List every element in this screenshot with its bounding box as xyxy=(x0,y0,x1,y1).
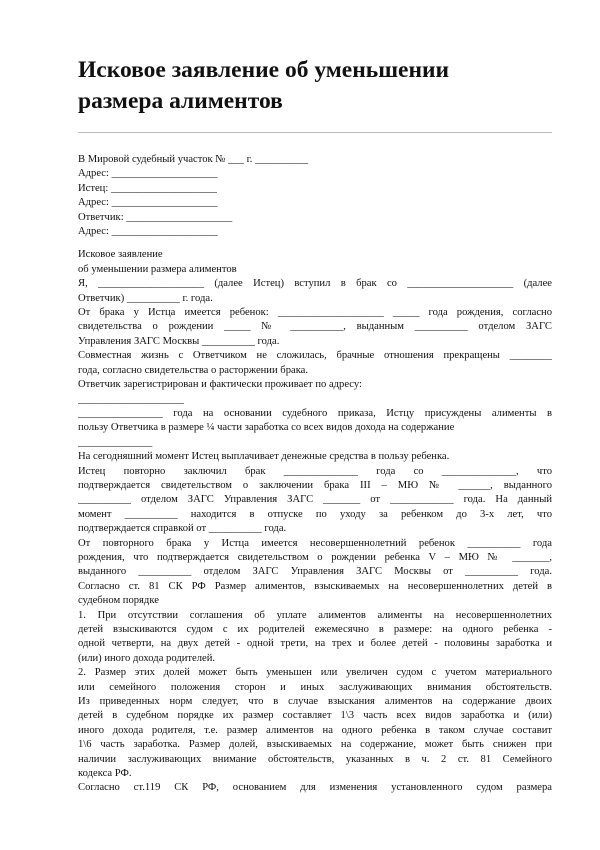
header-line-defendant: Ответчик: ____________________ xyxy=(78,211,233,223)
body-line: детей взыскиваются судом с их родителей ежемесячно в размере: на одного ребенка - xyxy=(78,624,552,635)
body-line: 1. При отсутствии соглашения об уплате алиментов алименты на несовершеннолетних xyxy=(78,609,552,621)
body-line: Согласно ст. 81 СК РФ Размер алиментов, взыскиваемых на несовершеннолетних детей в xyxy=(78,580,552,592)
body-line: подтверждается справкой от __________ года. xyxy=(78,523,287,535)
spacer xyxy=(78,239,552,248)
header-line-address: Адрес: ____________________ xyxy=(78,197,218,209)
body-line: Совместная жизнь с Ответчиком не сложилась, брачные отношения прекращены ________ xyxy=(78,350,552,362)
body-line: ______________ xyxy=(78,436,153,448)
body-line: (или) иного дохода родителей. xyxy=(78,652,216,664)
body-line: рождения, что подтверждается свидетельством о рождении ребенка V – МЮ № _______, xyxy=(78,551,552,563)
body-line: ________________ года на основании судебного приказа, Истцу присуждены алименты в xyxy=(78,407,552,419)
title-line: размера алиментов xyxy=(78,88,283,114)
body-line: кодекса РФ. xyxy=(78,768,132,780)
document-title xyxy=(78,55,558,117)
body-line: подтверждается свидетельством о заключении брака III – МЮ № ______, выданного xyxy=(78,479,552,491)
title-line: Исковое заявление об уменьшении xyxy=(78,57,450,83)
body-line: момент __________ находится в отпуске по уходу за ребенком до 3-х лет, что xyxy=(78,508,552,520)
body-line: выданного __________ отделом ЗАГС Управления ЗАГС Москвы от __________ года. xyxy=(78,566,552,578)
body-heading: об уменьшении размера алиментов xyxy=(78,263,237,275)
title-divider xyxy=(78,132,552,133)
body-line: Управления ЗАГС Москвы __________ года. xyxy=(78,335,280,347)
body-line: 1\6 часть заработка. Размер долей, взыскиваемых на содержание, может быть снижен при xyxy=(78,739,552,751)
header-line-court: В Мировой судебный участок № ___ г. __________ xyxy=(78,154,309,165)
body-line: На сегодняшний момент Истец выплачивает денежные средства в пользу ребенка. xyxy=(78,451,450,463)
body-line: 2. Размер этих долей может быть уменьшен или увеличен судом с учетом материального xyxy=(78,667,552,679)
body-line: одной четверти, на двух детей - одной трети, на трех и более детей - половины заработка и xyxy=(78,638,552,650)
body-line: Из приведенных норм следует, что в случае взыскания алиментов на содержание двоих xyxy=(78,696,552,708)
body-line: года, согласно свидетельства о расторжении брака. xyxy=(78,364,309,376)
body-line: или семейного положения сторон и иных заслуживающих внимания обстоятельств. xyxy=(78,681,552,693)
body-line: судебном порядке xyxy=(78,595,159,607)
header-line-address: Адрес: ____________________ xyxy=(78,168,218,180)
header-line-address: Адрес: ____________________ xyxy=(78,226,218,238)
body-line: Истец повторно заключил брак ______________ года со ______________, что xyxy=(78,465,552,477)
body-line: Ответчик зарегистрирован и фактически проживает по адресу: xyxy=(78,379,362,391)
body-line: детей в судебном порядке их размер составляет 1\3 часть всех видов заработка и (или) xyxy=(78,710,552,722)
body-line: __________ отделом ЗАГС Управления ЗАГС _______ от ____________ года. На данный xyxy=(78,494,552,506)
body-line: пользу Ответчика в размере ¼ части заработка со всех видов дохода на содержание xyxy=(78,422,455,434)
body-line: свидетельства о рождении _____ № __________, выданным __________ отделом ЗАГС xyxy=(78,321,552,333)
header-block xyxy=(78,153,552,239)
body-line: Я, ____________________ (далее Истец) вступил в брак со ____________________ (далее xyxy=(78,278,552,290)
body-line: ____________________ xyxy=(78,393,184,405)
header-line-plaintiff: Истец: ____________________ xyxy=(78,182,217,194)
claim-body xyxy=(78,248,552,795)
body-line: иного дохода родителя, т.е. размер алиментов на одного ребенка в таком случае составит xyxy=(78,724,552,736)
body-heading: Исковое заявление xyxy=(78,249,163,261)
body-line: Ответчик) __________ г. года. xyxy=(78,292,213,304)
body-line: наличии заслуживающих внимание обстоятельств, указанных в ч. 2 ст. 81 Семейного xyxy=(78,753,552,765)
body-line: От брака у Истца имеется ребенок: ____________________ _____ года рождения, согласно xyxy=(78,307,552,319)
document-body xyxy=(78,153,552,796)
body-line: Согласно ст.119 СК РФ, основанием для изменения установленного судом размера xyxy=(78,782,552,794)
body-line: От повторного брака у Истца имеется несовершеннолетний ребенок __________ года xyxy=(78,537,552,549)
